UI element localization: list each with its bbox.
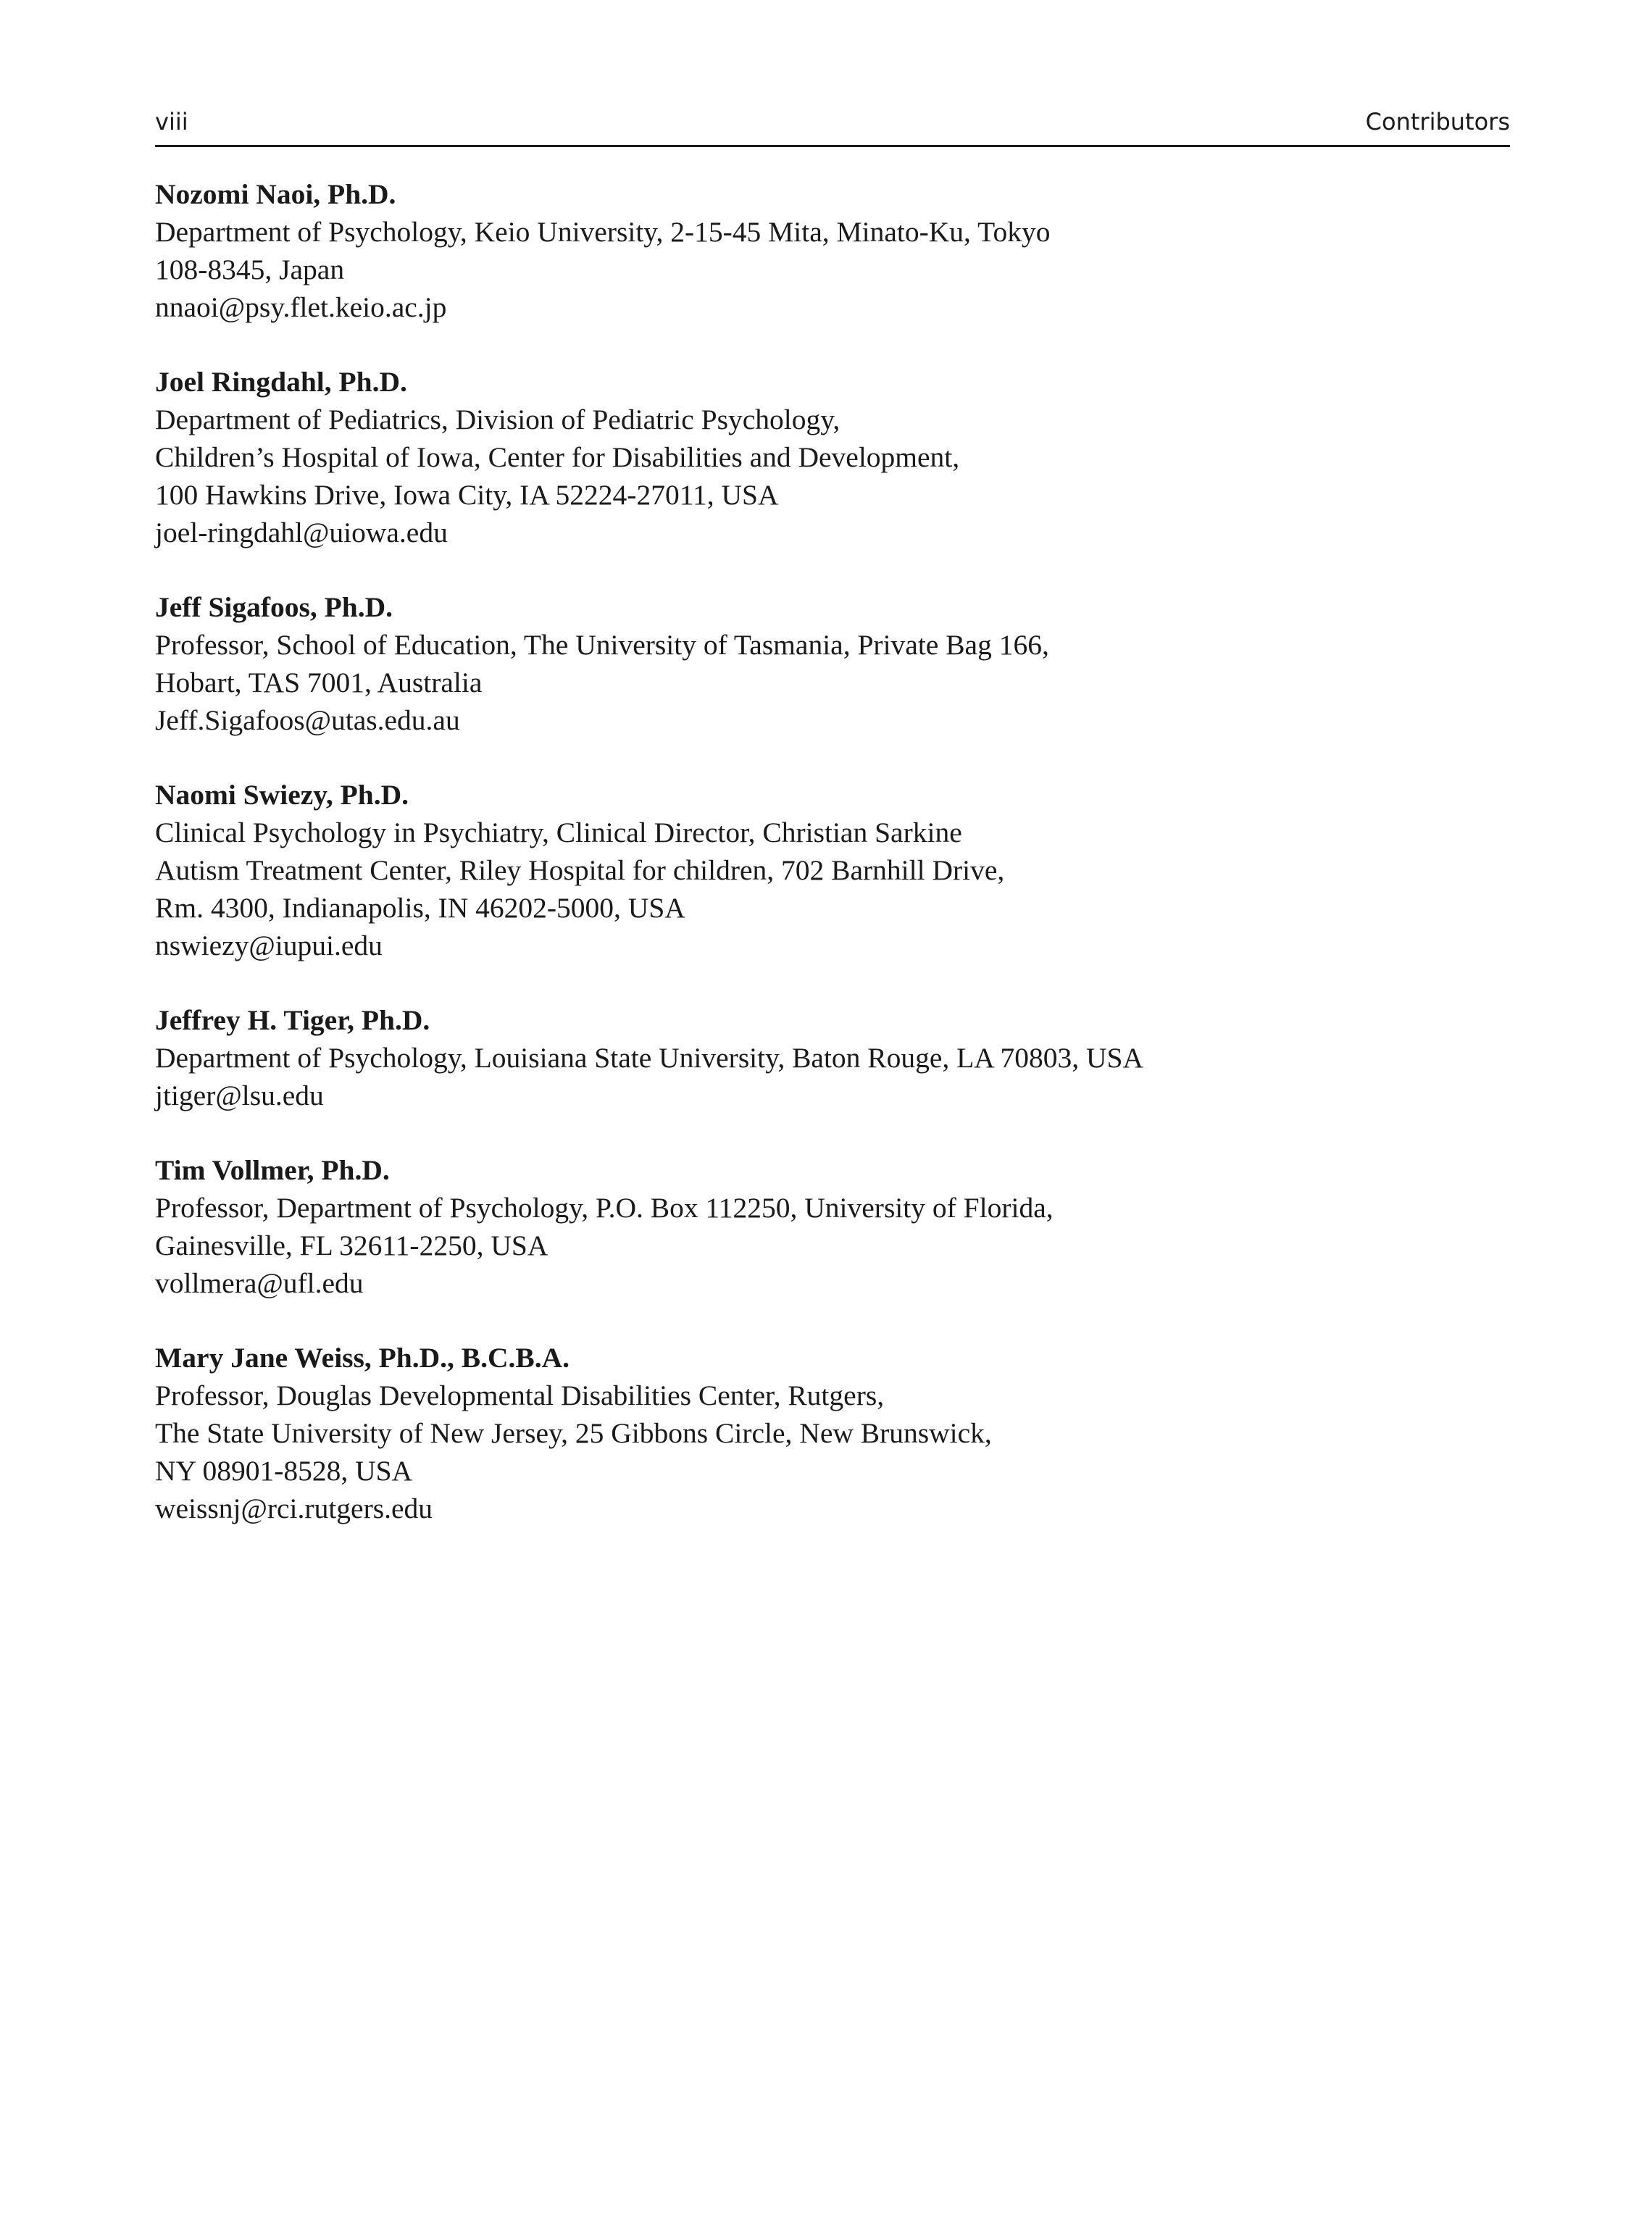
contributor-email: joel-ringdahl@uiowa.edu xyxy=(155,517,448,548)
contributor-name: Joel Ringdahl, Ph.D. xyxy=(155,366,407,398)
contributor-name: Naomi Swiezy, Ph.D. xyxy=(155,779,409,811)
contributor-entry xyxy=(155,1151,1510,1302)
contributor-name: Tim Vollmer, Ph.D. xyxy=(155,1154,390,1186)
contributor-name: Nozomi Naoi, Ph.D. xyxy=(155,178,396,210)
contributor-entry xyxy=(155,776,1510,964)
contributor-affiliation: Children’s Hospital of Iowa, Center for Disabilities and Development, xyxy=(155,441,960,473)
contributor-name: Mary Jane Weiss, Ph.D., B.C.B.A. xyxy=(155,1342,570,1374)
contributor-address: Hobart, TAS 7001, Australia xyxy=(155,667,483,698)
contributor-address: 100 Hawkins Drive, Iowa City, IA 52224-27011, USA xyxy=(155,479,779,511)
contributor-affiliation: Professor, Douglas Developmental Disabilities Center, Rutgers, xyxy=(155,1379,885,1411)
contributor-email: jtiger@lsu.edu xyxy=(155,1080,324,1111)
contributor-affiliation: Professor, Department of Psychology, P.O. Box 112250, University of Florida, xyxy=(155,1192,1054,1224)
contributor-entry xyxy=(155,363,1510,551)
contributor-email: nswiezy@iupui.edu xyxy=(155,930,383,961)
contributor-entry xyxy=(155,1001,1510,1114)
contributor-entry xyxy=(155,175,1510,326)
contributor-email: nnaoi@psy.flet.keio.ac.jp xyxy=(155,291,447,323)
contributor-name: Jeff Sigafoos, Ph.D. xyxy=(155,591,393,623)
contributor-affiliation: Clinical Psychology in Psychiatry, Clinical Director, Christian Sarkine xyxy=(155,817,962,848)
running-head xyxy=(155,107,1510,147)
page-number: viii xyxy=(155,108,188,135)
contributor-address: Rm. 4300, Indianapolis, IN 46202-5000, USA xyxy=(155,892,685,924)
contributor-email: Jeff.Sigafoos@utas.edu.au xyxy=(155,704,460,736)
contributor-affiliation: Autism Treatment Center, Riley Hospital for children, 702 Barnhill Drive, xyxy=(155,854,1005,886)
contributor-affiliation: Department of Psychology, Keio University, 2-15-45 Mita, Minato-Ku, Tokyo xyxy=(155,216,1051,248)
contributor-email: vollmera@ufl.edu xyxy=(155,1267,364,1299)
contributor-address: NY 08901-8528, USA xyxy=(155,1455,413,1487)
contributor-entry xyxy=(155,1339,1510,1527)
contributor-affiliation: Professor, School of Education, The University of Tasmania, Private Bag 166, xyxy=(155,629,1049,661)
contributor-address: 108-8345, Japan xyxy=(155,254,345,285)
section-title: Contributors xyxy=(1365,108,1510,135)
contributor-entry xyxy=(155,588,1510,739)
contributor-name: Jeffrey H. Tiger, Ph.D. xyxy=(155,1004,430,1036)
contributor-email: weissnj@rci.rutgers.edu xyxy=(155,1493,433,1524)
contributor-affiliation: Department of Pediatrics, Division of Pediatric Psychology, xyxy=(155,404,840,435)
contributor-address: Gainesville, FL 32611-2250, USA xyxy=(155,1230,548,1261)
contributor-affiliation: The State University of New Jersey, 25 Gibbons Circle, New Brunswick, xyxy=(155,1417,992,1449)
contributor-affiliation: Department of Psychology, Louisiana State University, Baton Rouge, LA 70803, USA xyxy=(155,1042,1144,1074)
contributor-list xyxy=(155,175,1510,1564)
